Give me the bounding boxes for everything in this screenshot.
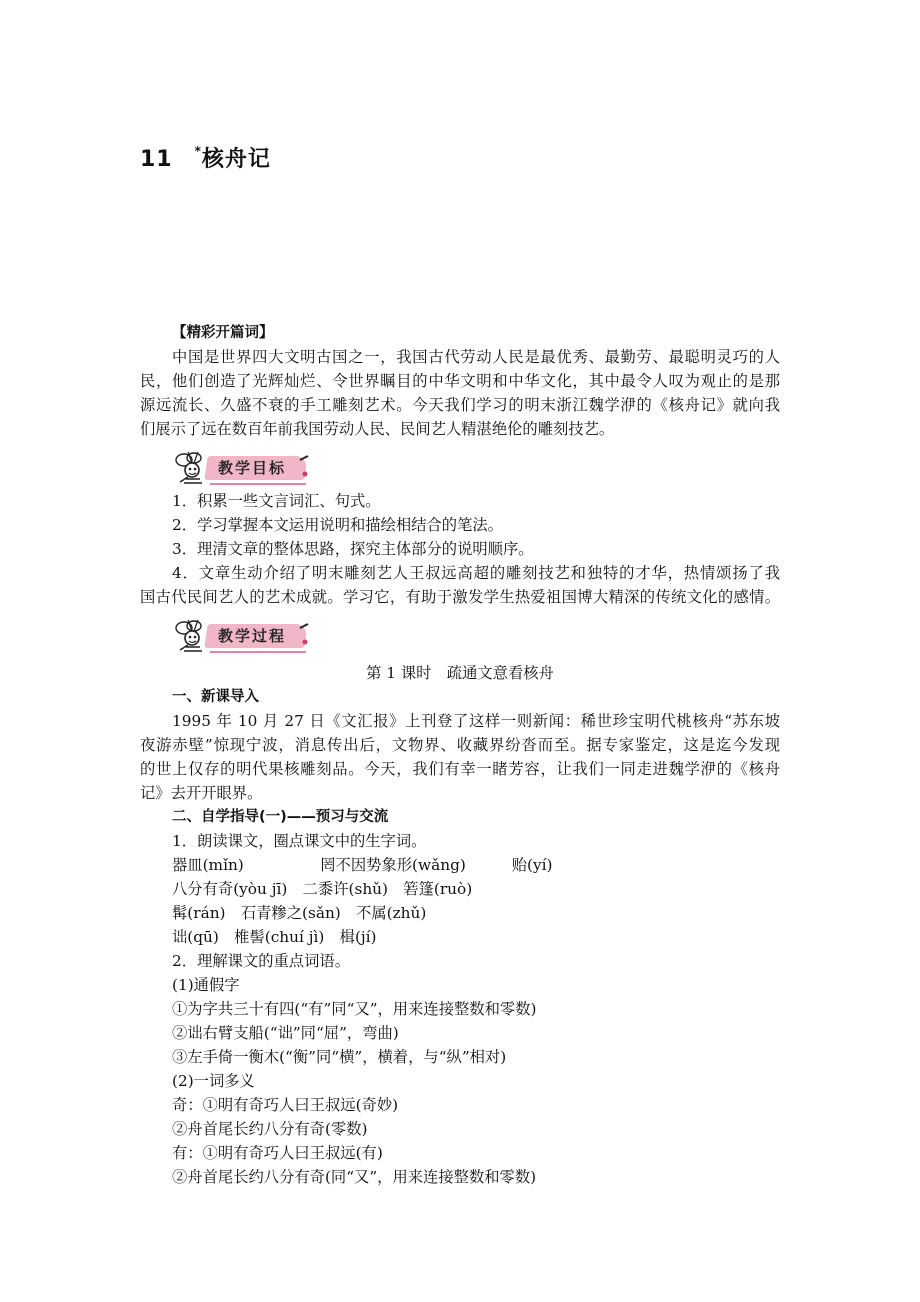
section-line: 夜游赤壁”惊现宁波，消息传出后，文物界、收藏界纷沓而至。据专家鉴定，这是迄今发现 xyxy=(140,736,780,754)
intro-line: 民，他们创造了光辉灿烂、令世界瞩目的中华文明和中华文化，其中最令人叹为观止的是那 xyxy=(140,372,780,390)
lesson-star: * xyxy=(194,144,202,158)
lesson-number: 11 xyxy=(140,147,173,172)
vocab-line: 诎(qū) 椎髻(chuí jì) 楫(jí) xyxy=(172,928,377,946)
section-line: 有：①明有奇巧人曰王叔远(有) xyxy=(172,1144,383,1162)
goal-item: 2．学习掌握本文运用说明和描绘相结合的笔法。 xyxy=(172,516,503,534)
section-line: (1)通假字 xyxy=(172,976,240,994)
section-line: 2．理解课文的重点词语。 xyxy=(172,952,350,970)
section-line: 1995 年 10 月 27 日《文汇报》上刊登了这样一则新闻：稀世珍宝明代桃核舟“苏东坡 xyxy=(172,712,780,730)
goals-badge-label: 教学目标 xyxy=(218,459,287,477)
lesson-name: 核舟记 xyxy=(201,147,271,172)
intro-heading: 【精彩开篇词】 xyxy=(172,325,274,341)
vocab-line: 八分有奇(yòu jī) 二黍许(shǔ) 箬篷(ruò) xyxy=(172,880,473,898)
vocab-line: 器皿(mǐn) 罔不因势象形(wǎng) 贻(yí) xyxy=(172,856,553,874)
section-heading: 二、自学指导(一)——预习与交流 xyxy=(172,809,389,825)
lesson-title xyxy=(140,142,271,173)
goals-badge xyxy=(170,448,310,488)
process-badge xyxy=(170,616,310,656)
section-line: 奇：①明有奇巧人曰王叔远(奇妙) xyxy=(172,1096,399,1114)
vocab-line: 髯(rán) 石青糁之(sǎn) 不属(zhǔ) xyxy=(172,904,427,922)
period-title: 第 1 课时 疏通文意看核舟 xyxy=(366,664,554,682)
section-line: ②诎右臂支船(“诎”同“屈”，弯曲) xyxy=(172,1024,399,1042)
section-line: (2)一词多义 xyxy=(172,1072,255,1090)
section-line: ③左手倚一衡木(“衡”同“横”，横着，与“纵”相对) xyxy=(172,1048,507,1066)
process-badge-label: 教学过程 xyxy=(218,627,287,645)
section-line: 记》去开开眼界。 xyxy=(140,784,263,802)
section-line: ②舟首尾长约八分有奇(零数) xyxy=(172,1120,368,1138)
section-line: 1．朗读课文，圈点课文中的生字词。 xyxy=(172,832,427,850)
intro-line: 们展示了远在数百年前我国劳动人民、民间艺人精湛绝伦的雕刻技艺。 xyxy=(140,420,615,438)
goal-item: 1．积累一些文言词汇、句式。 xyxy=(172,492,381,510)
section-heading: 一、新课导入 xyxy=(172,689,259,705)
section-line: ①为字共三十有四(“有”同“又”，用来连接整数和零数) xyxy=(172,1000,537,1018)
goal-item: 国古代民间艺人的艺术成就。学习它，有助于激发学生热爱祖国博大精深的传统文化的感情。 xyxy=(140,588,780,606)
goal-item: 3．理清文章的整体思路，探究主体部分的说明顺序。 xyxy=(172,540,534,558)
section-line: 的世上仅存的明代果核雕刻品。今天，我们有幸一睹芳容，让我们一同走进魏学洢的《核舟 xyxy=(140,760,780,778)
goal-item: 4．文章生动介绍了明末雕刻艺人王叔远高超的雕刻技艺和独特的才华，热情颂扬了我 xyxy=(172,564,780,582)
intro-line: 源远流长、久盛不衰的手工雕刻艺术。今天我们学习的明末浙江魏学洢的《核舟记》就向我 xyxy=(140,396,780,414)
section-line: ②舟首尾长约八分有奇(同“又”，用来连接整数和零数) xyxy=(172,1168,537,1186)
intro-line: 中国是世界四大文明古国之一，我国古代劳动人民是最优秀、最勤劳、最聪明灵巧的人 xyxy=(172,348,780,366)
